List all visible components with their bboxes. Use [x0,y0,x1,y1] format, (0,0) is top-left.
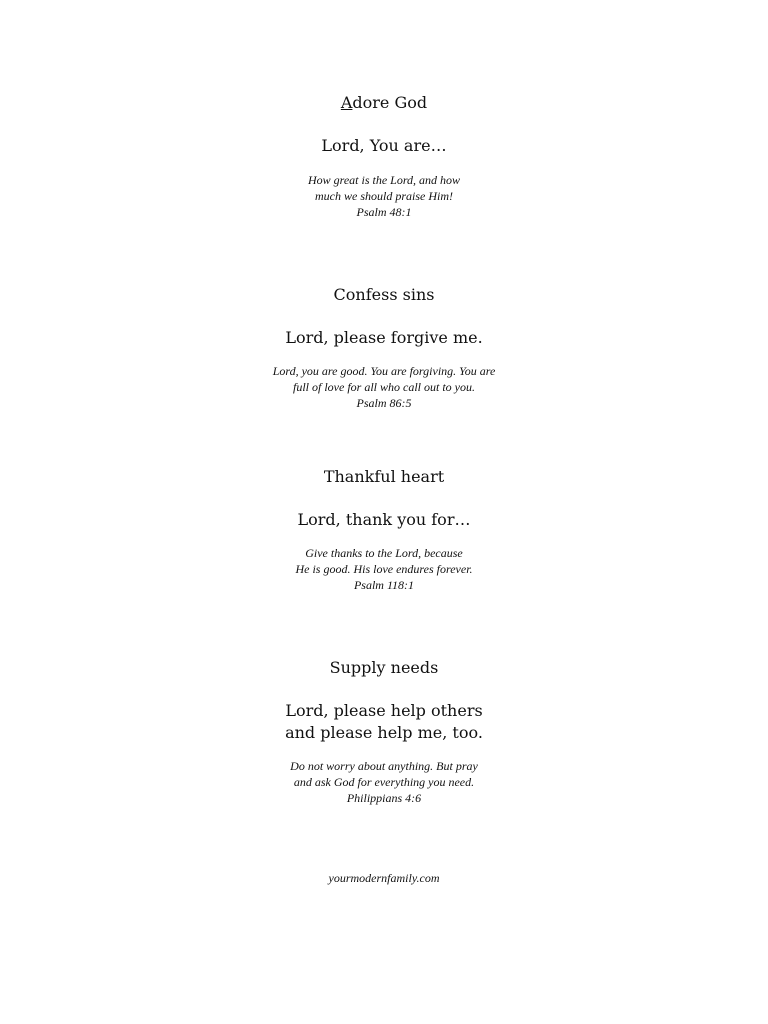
scripture-verse [0,545,768,593]
verse-reference: Psalm 48:1 [356,205,412,219]
verse-reference: Philippians 4:6 [346,791,422,805]
section-heading-thankful [0,467,768,487]
verse-line: full of love for all who call out to you. [293,380,475,394]
heading-text: Supply needs [329,658,439,677]
section-heading-adore [0,93,768,113]
verse-line: and ask God for everything you need. [293,775,475,789]
section-heading-supply [0,658,768,678]
footer-website: yourmodernfamily.com [328,871,440,885]
prayer-line: Lord, please help others [285,701,483,720]
scripture-verse [0,758,768,806]
verse-line: Do not worry about anything. But pray [290,759,478,773]
prayer-line: and please help me, too. [285,723,483,742]
verse-reference: Psalm 86:5 [356,396,412,410]
section-heading-confess [0,285,768,305]
verse-line: Give thanks to the Lord, because [305,546,463,560]
heading-text: Thankful heart [323,467,445,486]
verse-line: How great is the Lord, and how [307,173,461,187]
heading-initial-letter: A [340,93,353,112]
prayer-line: Lord, please forgive me. [285,328,483,347]
prayer-line: Lord, You are… [321,136,447,155]
heading-text: Confess sins [333,285,435,304]
verse-reference: Psalm 118:1 [353,578,415,592]
verse-line: He is good. His love endures forever. [295,562,473,576]
heading-text: dore God [352,93,428,112]
verse-line: Lord, you are good. You are forgiving. You are [272,364,496,378]
prayer-line: Lord, thank you for… [297,510,471,529]
scripture-verse [0,363,768,411]
scripture-verse [0,172,768,220]
verse-line: much we should praise Him! [315,189,453,203]
